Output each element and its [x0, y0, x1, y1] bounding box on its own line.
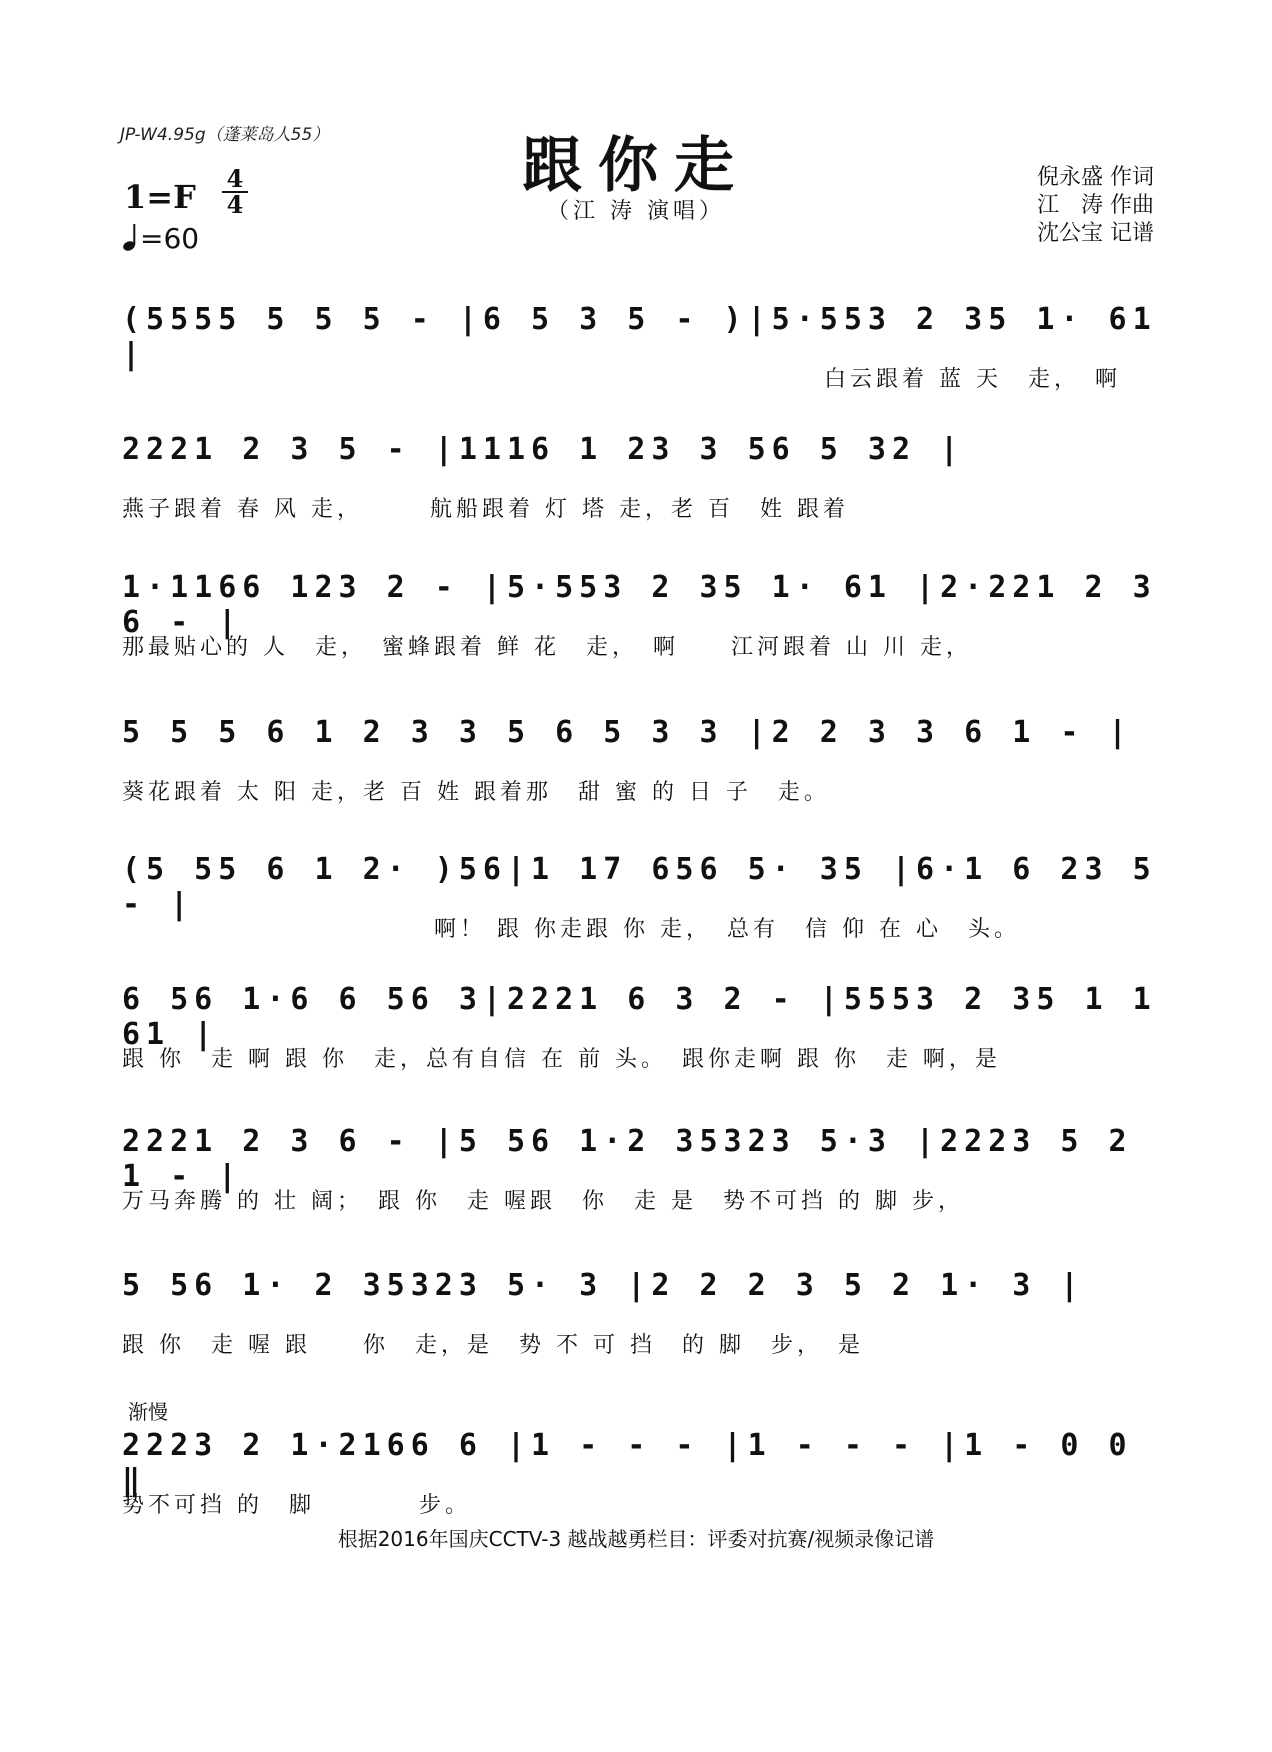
notation-line: 6 56 1·6 6 56 3|2221 6 3 2 - |5553 2 35 1 1 61 | [122, 982, 1157, 1052]
time-sig-bottom: 4 [226, 190, 244, 219]
lyrics-line: 万马奔腾 的 壮 阔； 跟 你 走 喔跟 你 走 是 势不可挡 的 脚 步， [122, 1189, 964, 1214]
lyrics-line: 啊！ 跟 你走跟 你 走， 总有 信 仰 在 心 头。 [122, 917, 1020, 942]
quarter-note-icon [122, 222, 140, 252]
notation-line: 2223 2 1·2166 6 |1 - - - |1 - - - |1 - 0 0 ‖ [122, 1428, 1133, 1498]
lyrics-line: 白云跟着 蓝 天 走， 啊 [122, 367, 1121, 392]
notation-line: 1·1166 123 2 - |5·553 2 35 1· 61 |2·221 2 3 6 - | [122, 570, 1157, 640]
time-signature [222, 164, 248, 219]
lyrics-line: 燕子跟着 春 风 走， 航船跟着 灯 塔 走，老 百 姓 跟着 [122, 497, 849, 522]
key-signature: 1=F [124, 178, 196, 216]
singer-line: （江 涛 演唱） [547, 199, 725, 224]
source-note: 根据2016年国庆CCTV-3 越战越勇栏目：评委对抗赛/视频录像记谱 [337, 1527, 935, 1551]
song-title: 跟你走 [522, 131, 750, 201]
lyrics-line: 跟 你 走 啊 跟 你 走，总有自信 在 前 头。 跟你走啊 跟 你 走 啊，是 [122, 1047, 1001, 1072]
composer: 江 涛 作曲 [1037, 193, 1154, 218]
tempo-value: =60 [140, 222, 200, 255]
lyricist: 倪永盛 作词 [1037, 165, 1154, 190]
notation-line: 2221 2 3 6 - |5 56 1·2 35323 5·3 |2223 5 2 1 - | [122, 1124, 1133, 1194]
notation-line: 5 56 1· 2 35323 5· 3 |2 2 2 3 5 2 1· 3 | [122, 1268, 1085, 1303]
watermark: JP-W4.95g（蓬莱岛人55） [120, 125, 330, 145]
notation-line: 2221 2 3 5 - |1116 1 23 3 56 5 32 | [122, 432, 965, 467]
time-sig-top: 4 [226, 164, 244, 193]
lyrics-line: 葵花跟着 太 阳 走，老 百 姓 跟着那 甜 蜜 的 日 子 走。 [122, 780, 830, 805]
transcriber: 沈公宝 记谱 [1037, 221, 1154, 246]
notation-line: (5555 5 5 5 - |6 5 3 5 - )|5·553 2 35 1· 61 | [122, 302, 1157, 372]
notation-line: (5 55 6 1 2· )56|1 17 656 5· 35 |6·1 6 23 5 - | [122, 852, 1157, 922]
lyrics-line: 势不可挡 的 脚 步。 [122, 1493, 471, 1518]
lyrics-line: 跟 你 走 喔 跟 你 走，是 势 不 可 挡 的 脚 步， 是 [122, 1333, 864, 1358]
tempo-marking [122, 222, 199, 255]
ritardando-marking: 渐慢 [128, 1400, 168, 1424]
lyrics-line: 那最贴心的 人 走， 蜜蜂跟着 鲜 花 走， 啊 江河跟着 山 川 走， [122, 635, 972, 660]
notation-line: 5 5 5 6 1 2 3 3 5 6 5 3 3 |2 2 3 3 6 1 - | [122, 715, 1133, 750]
credits [1037, 164, 1154, 248]
